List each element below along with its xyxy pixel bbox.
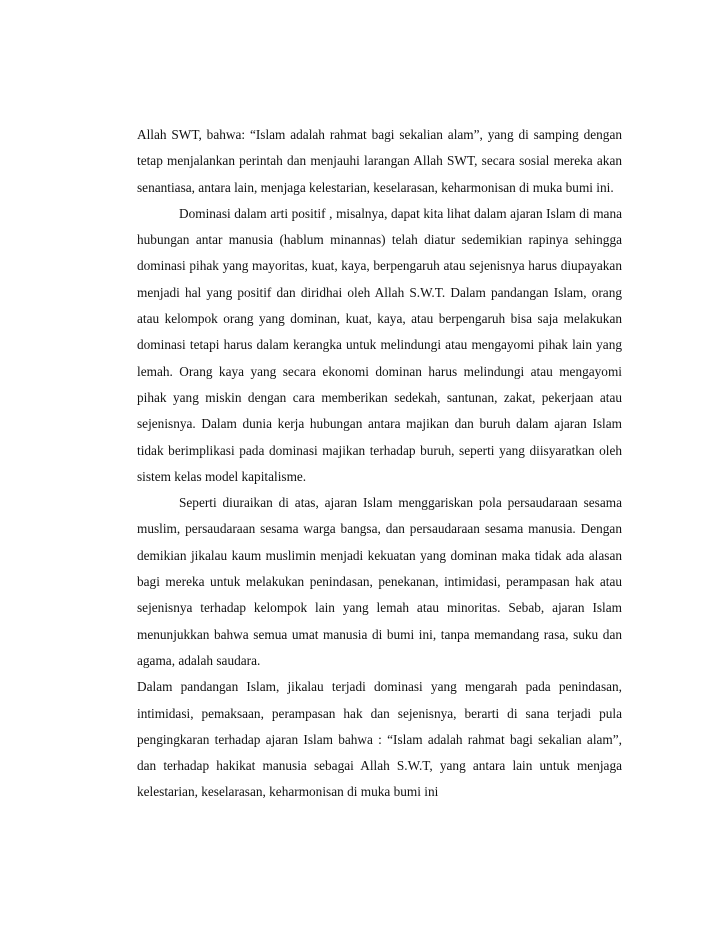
document-page	[137, 122, 622, 806]
paragraph-3: Seperti diuraikan di atas, ajaran Islam menggariskan pola persaudaraan sesama muslim, persaudaraan sesama warga bangsa, dan persaudaraan sesama manusia. Dengan demikian jikalau kaum muslimin menjadi kekuatan yang dominan maka tidak ada alasan bagi mereka untuk melakukan penindasan, penekanan, intimidasi, perampasan hak atau sejenisnya terhadap kelompok lain yang lemah atau minoritas. Sebab, ajaran Islam menunjukkan bahwa semua umat manusia di bumi ini, tanpa memandang rasa, suku dan agama, adalah saudara.	[137, 495, 622, 668]
paragraph-4: Dalam pandangan Islam, jikalau terjadi dominasi yang mengarah pada penindasan, intimidasi, pemaksaan, perampasan hak dan sejenisnya, berarti di sana terjadi pula pengingkaran terhadap ajaran Islam bahwa : “Islam adalah rahmat bagi sekalian alam”, dan terhadap hakikat manusia sebagai Allah S.W.T, yang antara lain untuk menjaga kelestarian, keselarasan, keharmonisan di muka bumi ini	[137, 679, 622, 800]
paragraph-2: Dominasi dalam arti positif , misalnya, dapat kita lihat dalam ajaran Islam di mana hubungan antar manusia (hablum minannas) telah diatur sedemikian rapinya sehingga dominasi pihak yang mayoritas, kuat, kaya, berpengaruh atau sejenisnya harus diupayakan menjadi hal yang positif dan diridhai oleh Allah S.W.T. Dalam pandangan Islam, orang atau kelompok orang yang dominan, kuat, kaya, atau berpengaruh bisa saja melakukan dominasi tetapi harus dalam kerangka untuk melindungi atau mengayomi pihak lain yang lemah. Orang kaya yang secara ekonomi dominan harus melindungi atau mengayomi pihak yang miskin dengan cara memberikan sedekah, santunan, zakat, pekerjaan atau sejenisnya. Dalam dunia kerja hubungan antara majikan dan buruh dalam ajaran Islam tidak berimplikasi pada dominasi majikan terhadap buruh, seperti yang diisyaratkan oleh sistem kelas model kapitalisme.	[137, 205, 622, 484]
paragraph-1: Allah SWT, bahwa: “Islam adalah rahmat bagi sekalian alam”, yang di samping dengan tetap menjalankan perintah dan menjauhi larangan Allah SWT, secara sosial mereka akan senantiasa, antara lain, menjaga kelestarian, keselarasan, keharmonisan di muka bumi ini.	[137, 127, 622, 195]
